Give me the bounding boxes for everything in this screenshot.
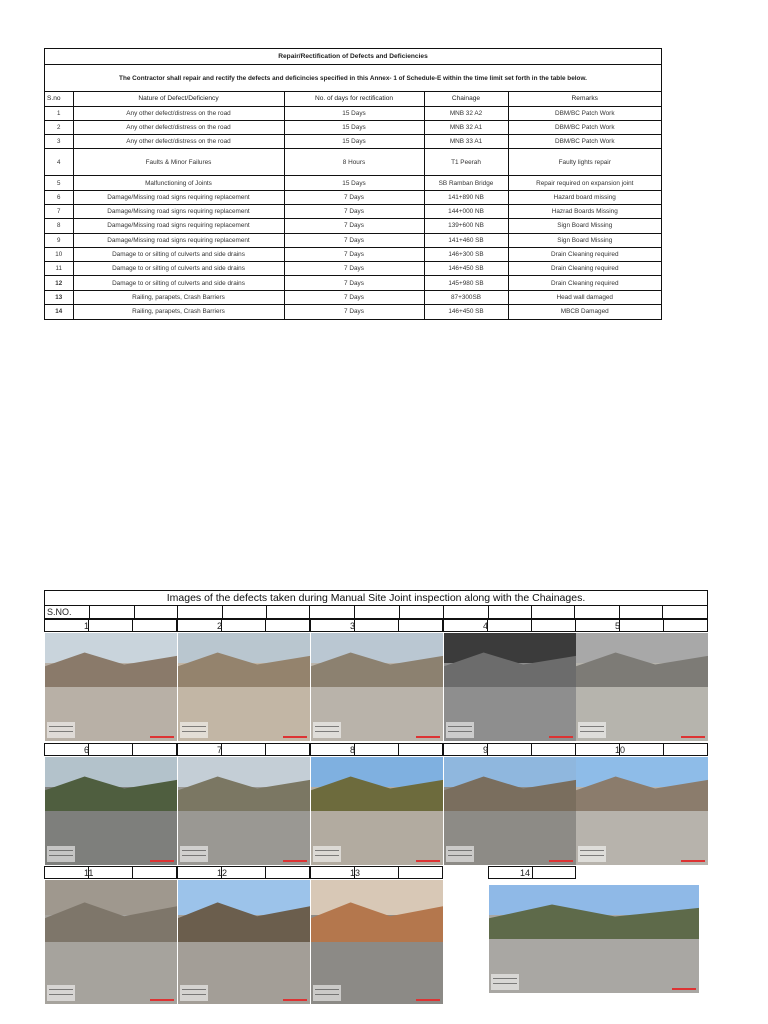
row-nature: Damage to or silting of culverts and side drains (73, 262, 284, 276)
watermark (416, 736, 440, 738)
grid-line (134, 606, 135, 619)
watermark (672, 988, 696, 990)
photo-number: 11 (84, 868, 94, 878)
photo-number: 9 (483, 745, 489, 755)
header-days: No. of days for rectification (284, 92, 424, 106)
grid-line (266, 606, 267, 619)
row-nature: Faults & Minor Failures (73, 149, 284, 176)
gps-stamp (180, 985, 208, 1001)
row-chainage: 146+300 SB (424, 247, 508, 261)
table-row (45, 135, 661, 149)
images-heading: Images of the defects taken during Manual Site Joint inspection along with the Chainages. (44, 590, 708, 606)
row-nature: Damage/Missing road signs requiring replacement (73, 233, 284, 247)
photo-sky (178, 880, 310, 915)
header-remarks: Remarks (508, 92, 661, 106)
table-title: Repair/Rectification of Defects and Deficiencies (45, 49, 661, 65)
row-days: 7 Days (284, 204, 424, 218)
row-sno: 13 (45, 290, 73, 304)
grid-line (132, 743, 133, 756)
grid-line (663, 743, 664, 756)
row-sno: 1 (45, 106, 73, 120)
row-remarks: Drain Cleaning required (508, 247, 661, 261)
grid-line (265, 866, 266, 879)
row-chainage: T1 Peerah (424, 149, 508, 176)
gps-stamp (47, 846, 75, 862)
photo-number-row (44, 619, 177, 632)
photo-sky (444, 757, 576, 787)
defects-table (44, 48, 662, 320)
photo-number: 5 (615, 621, 621, 631)
grid-line (531, 743, 532, 756)
sno-label: S.NO. (47, 607, 72, 617)
photo-sky (45, 633, 177, 663)
row-remarks: Drain Cleaning required (508, 262, 661, 276)
row-sno: 10 (45, 247, 73, 261)
watermark (416, 999, 440, 1001)
table-row (45, 233, 661, 247)
table-row (45, 262, 661, 276)
photo-number: 6 (84, 745, 90, 755)
row-days: 7 Days (284, 262, 424, 276)
table-row (45, 290, 661, 304)
photo-number: 3 (350, 621, 356, 631)
watermark (150, 999, 174, 1001)
row-remarks: MBCB Damaged (508, 305, 661, 319)
gps-stamp (180, 722, 208, 738)
photo-sky (576, 633, 708, 663)
photo-number: 4 (483, 621, 489, 631)
row-remarks: DBM/BC Patch Work (508, 120, 661, 134)
grid-line (662, 606, 663, 619)
photo-number-row (443, 743, 576, 756)
row-chainage: MNB 32 A1 (424, 120, 508, 134)
table-row (45, 149, 661, 176)
table-row (45, 276, 661, 290)
row-sno: 7 (45, 204, 73, 218)
row-nature: Damage to or silting of culverts and side drains (73, 276, 284, 290)
watermark (681, 860, 705, 862)
defect-photo (444, 757, 576, 865)
row-days: 15 Days (284, 120, 424, 134)
photo-number-row (44, 866, 177, 879)
row-nature: Malfunctioning of Joints (73, 176, 284, 190)
watermark (681, 736, 705, 738)
photo-number-row (443, 619, 576, 632)
row-nature: Damage/Missing road signs requiring replacement (73, 219, 284, 233)
row-nature: Any other defect/distress on the road (73, 135, 284, 149)
grid-line (531, 619, 532, 632)
defect-photo (45, 633, 177, 741)
defect-photo (576, 757, 708, 865)
grid-line (265, 743, 266, 756)
row-sno: 3 (45, 135, 73, 149)
gps-stamp (313, 985, 341, 1001)
row-sno: 2 (45, 120, 73, 134)
defect-photo (178, 633, 310, 741)
photo-sky (444, 633, 576, 663)
gps-stamp (491, 974, 519, 990)
photo-sky (178, 633, 310, 663)
photo-number: 13 (350, 868, 361, 878)
row-sno: 11 (45, 262, 73, 276)
photo-number: 8 (350, 745, 356, 755)
photo-number-row (575, 743, 708, 756)
row-nature: Railing, parapets, Crash Barriers (73, 290, 284, 304)
row-remarks: Faulty lights repair (508, 149, 661, 176)
row-nature: Railing, parapets, Crash Barriers (73, 305, 284, 319)
row-remarks: Sign Board Missing (508, 219, 661, 233)
row-chainage: SB Ramban Bridge (424, 176, 508, 190)
watermark (549, 860, 573, 862)
row-days: 7 Days (284, 305, 424, 319)
grid-line (399, 606, 400, 619)
row-chainage: 144+000 NB (424, 204, 508, 218)
gps-stamp (578, 846, 606, 862)
gps-stamp (446, 722, 474, 738)
gps-stamp (47, 985, 75, 1001)
row-remarks: Drain Cleaning required (508, 276, 661, 290)
row-chainage: MNB 32 A2 (424, 106, 508, 120)
table-row (45, 305, 661, 319)
row-days: 7 Days (284, 247, 424, 261)
table-row (45, 190, 661, 204)
watermark (283, 999, 307, 1001)
photo-sky (311, 633, 443, 663)
photo-road (489, 939, 699, 993)
grid-line (532, 866, 533, 879)
row-chainage: 139+600 NB (424, 219, 508, 233)
watermark (283, 860, 307, 862)
photo-number: 10 (615, 745, 626, 755)
row-chainage: 146+450 SB (424, 305, 508, 319)
watermark (283, 736, 307, 738)
gps-stamp (446, 846, 474, 862)
table-row (45, 106, 661, 120)
defect-photo (311, 757, 443, 865)
defect-photo (489, 885, 699, 993)
photo-number-row (310, 619, 443, 632)
defect-photo (311, 633, 443, 741)
row-days: 7 Days (284, 219, 424, 233)
row-sno: 14 (45, 305, 73, 319)
grid-line (619, 606, 620, 619)
watermark (150, 736, 174, 738)
row-sno: 4 (45, 149, 73, 176)
defect-photo (45, 880, 177, 1004)
photo-sky (178, 757, 310, 787)
grid-line (443, 606, 444, 619)
table-row (45, 204, 661, 218)
row-remarks: Head wall damaged (508, 290, 661, 304)
table-row (45, 120, 661, 134)
row-remarks: Hazard board missing (508, 190, 661, 204)
gps-stamp (578, 722, 606, 738)
grid-line (398, 743, 399, 756)
row-sno: 5 (45, 176, 73, 190)
row-sno: 12 (45, 276, 73, 290)
photo-sky (576, 757, 708, 787)
row-chainage: 87+300SB (424, 290, 508, 304)
photo-number-row (177, 619, 310, 632)
photo-number: 12 (217, 868, 228, 878)
watermark (549, 736, 573, 738)
row-days: 8 Hours (284, 149, 424, 176)
row-chainage: MNB 33 A1 (424, 135, 508, 149)
grid-line (574, 606, 575, 619)
defect-photo (178, 880, 310, 1004)
photo-number-row (177, 743, 310, 756)
photo-number-row (310, 866, 443, 879)
table-row (45, 176, 661, 190)
row-nature: Damage to or silting of culverts and side drains (73, 247, 284, 261)
row-nature: Damage/Missing road signs requiring replacement (73, 190, 284, 204)
row-remarks: Repair required on expansion joint (508, 176, 661, 190)
header-chainage: Chainage (424, 92, 508, 106)
row-remarks: Hazrad Boards Missing (508, 204, 661, 218)
defect-photo (576, 633, 708, 741)
row-chainage: 145+980 SB (424, 276, 508, 290)
grid-line (222, 606, 223, 619)
grid-line (531, 606, 532, 619)
photo-sky (45, 880, 177, 915)
grid-line (265, 619, 266, 632)
row-days: 7 Days (284, 290, 424, 304)
photo-sky (45, 757, 177, 787)
grid-line (663, 619, 664, 632)
row-nature: Any other defect/distress on the road (73, 106, 284, 120)
grid-line (488, 606, 489, 619)
row-nature: Any other defect/distress on the road (73, 120, 284, 134)
row-nature: Damage/Missing road signs requiring replacement (73, 204, 284, 218)
grid-line (398, 866, 399, 879)
row-sno: 9 (45, 233, 73, 247)
gps-stamp (180, 846, 208, 862)
photo-number: 14 (520, 868, 531, 878)
row-remarks: DBM/BC Patch Work (508, 106, 661, 120)
row-sno: 6 (45, 190, 73, 204)
photo-number-row (310, 743, 443, 756)
table-header-row (45, 92, 661, 106)
sno-header-row (44, 606, 708, 619)
photo-sky (489, 885, 699, 915)
row-days: 7 Days (284, 190, 424, 204)
photo-sky (311, 880, 443, 915)
grid-line (132, 866, 133, 879)
grid-line (354, 606, 355, 619)
header-sno: S.no (45, 92, 73, 106)
table-row (45, 247, 661, 261)
watermark (416, 860, 440, 862)
row-sno: 8 (45, 219, 73, 233)
grid-line (177, 606, 178, 619)
photo-number: 1 (84, 621, 90, 631)
defect-photo (178, 757, 310, 865)
defect-photo (45, 757, 177, 865)
row-days: 15 Days (284, 106, 424, 120)
images-section (44, 590, 708, 1006)
defect-photo (311, 880, 443, 1004)
row-chainage: 146+450 SB (424, 262, 508, 276)
row-remarks: DBM/BC Patch Work (508, 135, 661, 149)
row-remarks: Sign Board Missing (508, 233, 661, 247)
gps-stamp (313, 846, 341, 862)
photo-number-row (575, 619, 708, 632)
gps-stamp (47, 722, 75, 738)
photo-number: 2 (217, 621, 223, 631)
row-days: 7 Days (284, 233, 424, 247)
header-nature: Nature of Defect/Deficiency (73, 92, 284, 106)
table-intro: The Contractor shall repair and rectify the defects and deficincies specified in this Annex- 1 of Schedule-E within the time limit set forth in the table below. (45, 65, 661, 92)
grid-line (132, 619, 133, 632)
watermark (150, 860, 174, 862)
gps-stamp (313, 722, 341, 738)
grid-line (89, 606, 90, 619)
defect-photo (444, 633, 576, 741)
photo-number: 7 (217, 745, 223, 755)
row-days: 15 Days (284, 176, 424, 190)
row-days: 15 Days (284, 135, 424, 149)
photo-number-row (44, 743, 177, 756)
photo-number-row (177, 866, 310, 879)
table-row (45, 219, 661, 233)
photo-sky (311, 757, 443, 787)
row-chainage: 141+890 NB (424, 190, 508, 204)
grid-line (309, 606, 310, 619)
grid-line (398, 619, 399, 632)
row-chainage: 141+460 SB (424, 233, 508, 247)
row-days: 7 Days (284, 276, 424, 290)
